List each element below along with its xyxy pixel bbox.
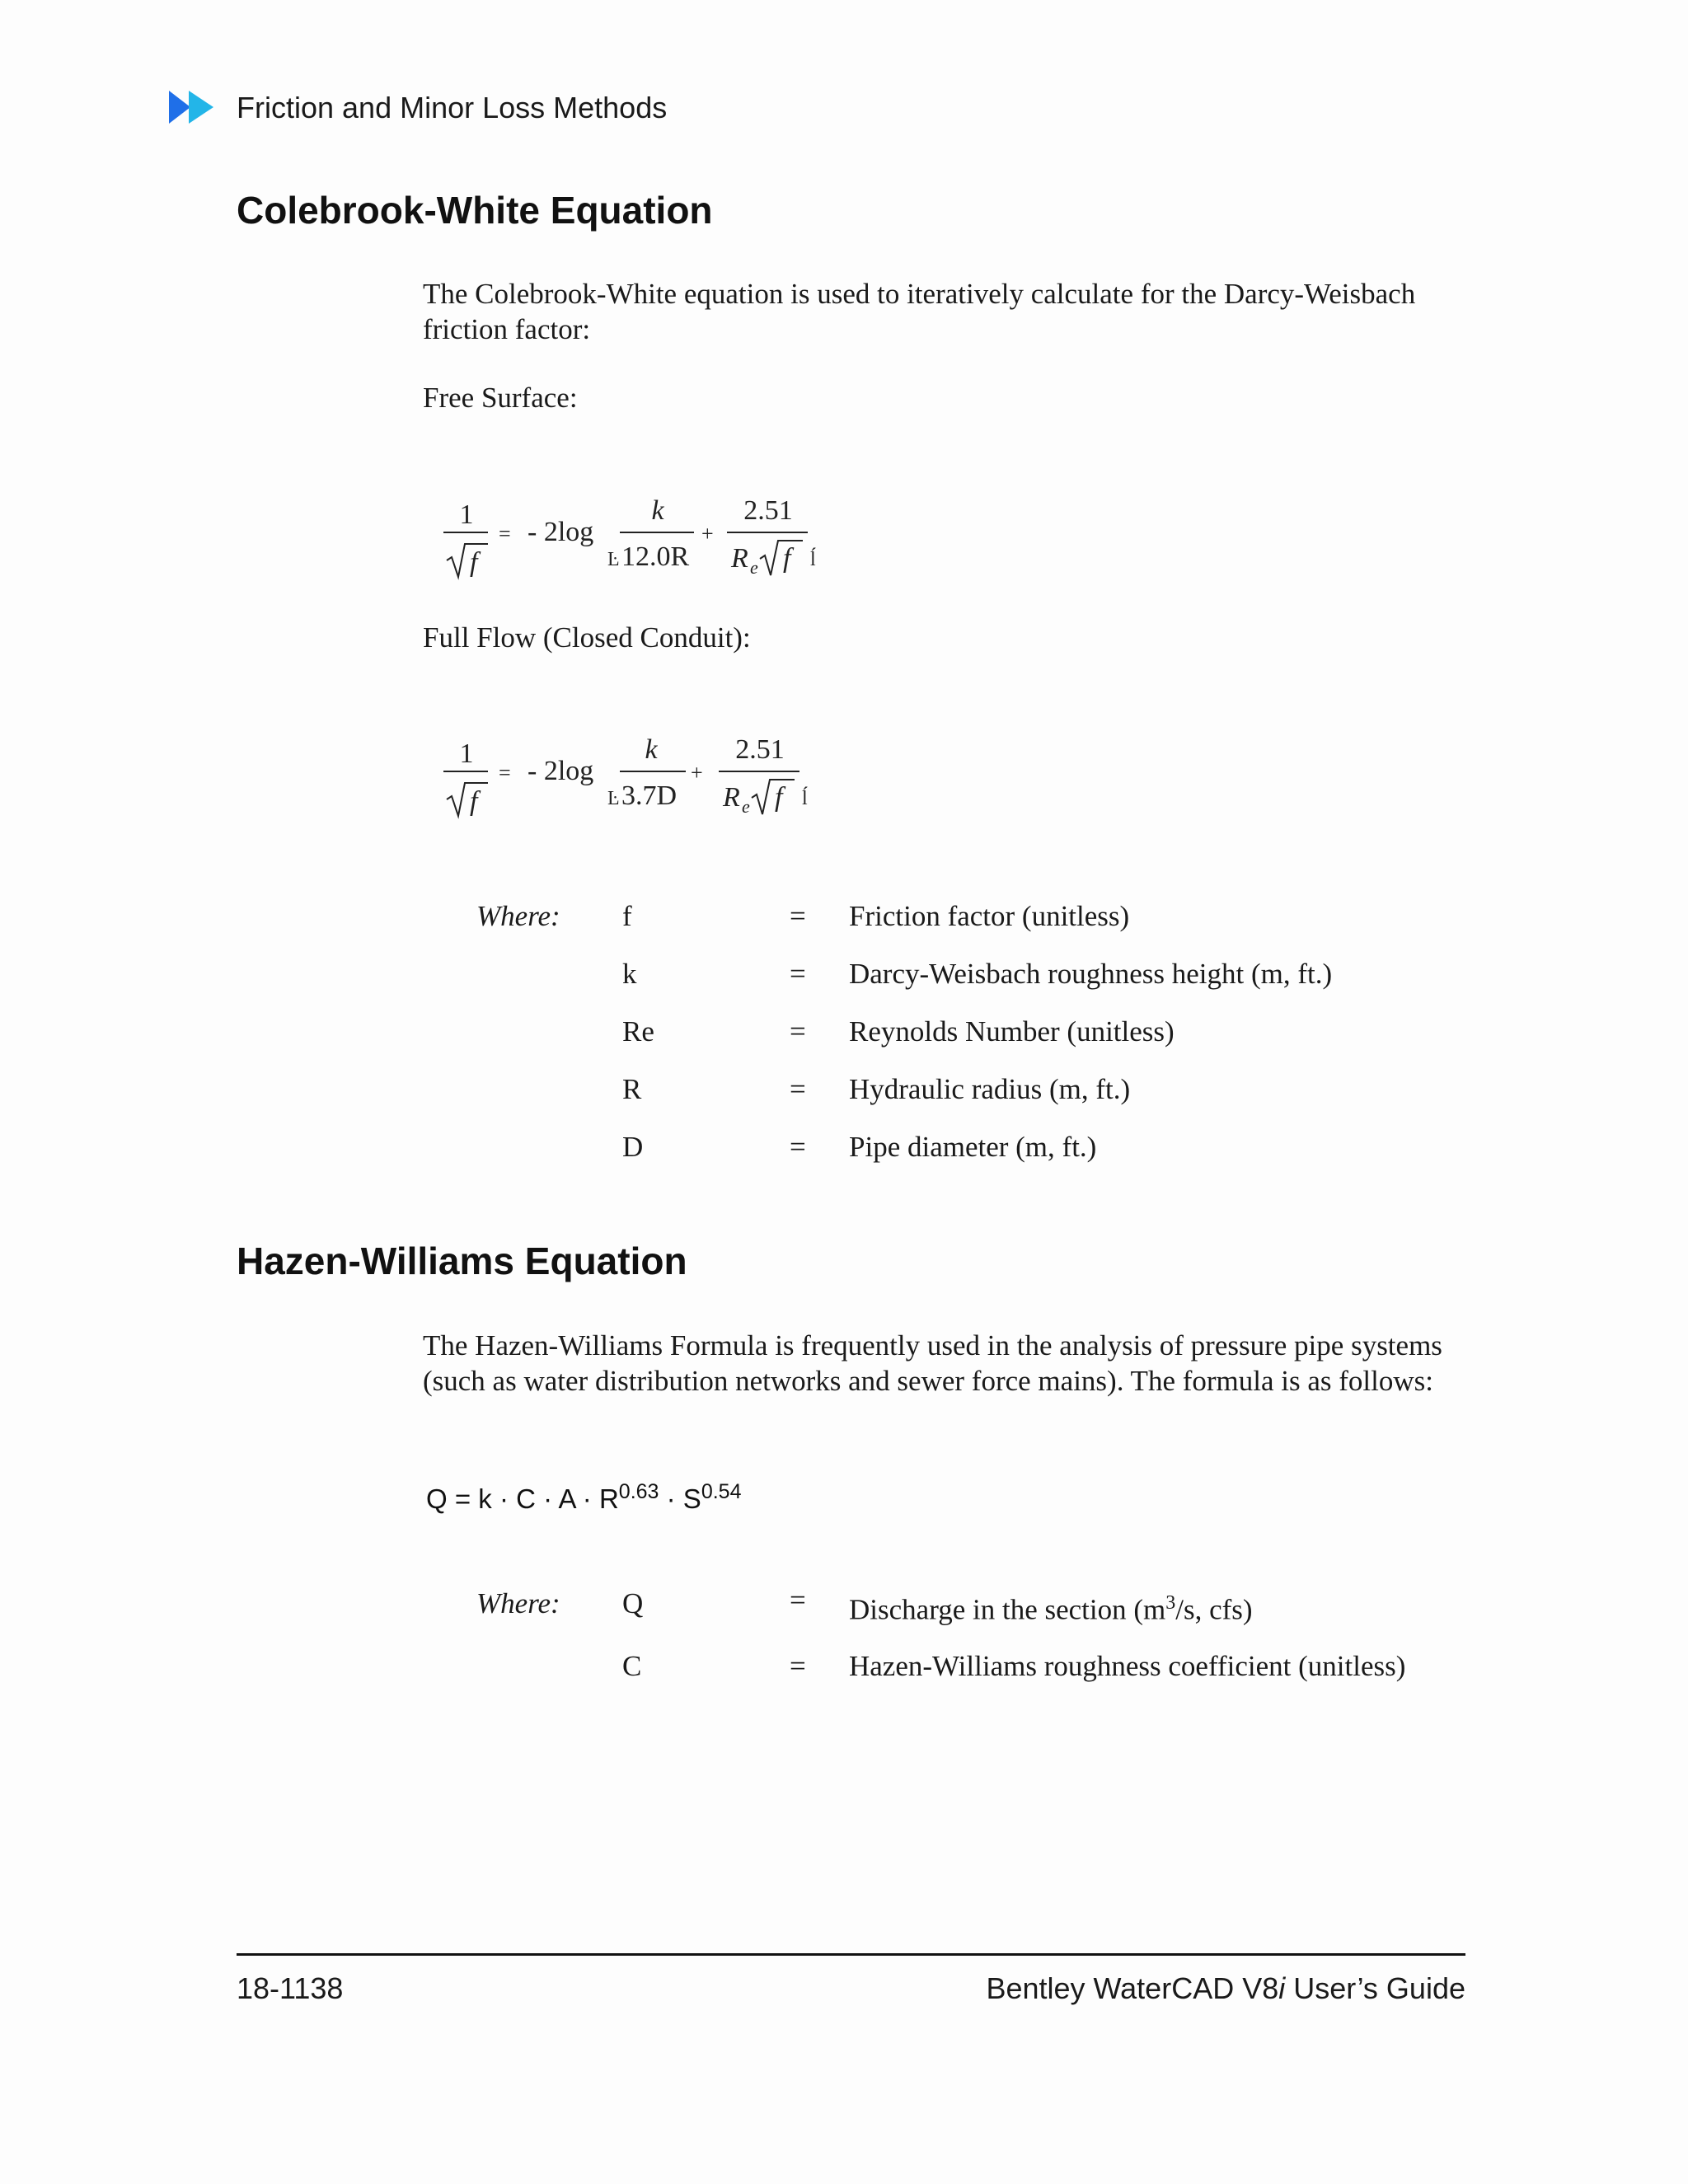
hazen-where-label: Where: xyxy=(476,1587,560,1619)
eq2-re: R xyxy=(723,782,740,813)
free-surface-label: Free Surface: xyxy=(423,382,578,414)
header-title: Friction and Minor Loss Methods xyxy=(237,91,668,124)
var-description: Pipe diameter (m, ft.) xyxy=(849,1131,1097,1163)
eq2-den1: 3.7D xyxy=(621,780,678,811)
var-symbol: k xyxy=(622,958,637,990)
colebrook-where-label: Where: xyxy=(476,900,560,932)
eq1-bracket-left: Ŀ xyxy=(607,549,620,570)
eq1-f: f xyxy=(783,543,791,574)
var-description: Reynolds Number (unitless) xyxy=(849,1015,1175,1047)
eq1-den1: 12.0R xyxy=(621,541,690,572)
var-description: Discharge in the section ($m^3/s$, cfs) xyxy=(849,1592,1253,1626)
var-equals: = xyxy=(790,900,806,932)
var-symbol: D xyxy=(622,1131,644,1163)
hazen-formula-exp2: 0.54 xyxy=(701,1480,742,1503)
eq2-bracket-left: Ŀ xyxy=(607,788,620,809)
eq1-re: R xyxy=(731,543,748,574)
hazen-formula-exp1: 0.63 xyxy=(618,1480,659,1503)
var-symbol: f xyxy=(622,900,632,932)
eq1-num2: 2.51 xyxy=(743,495,793,526)
eq1-equals: = xyxy=(499,522,511,546)
eq2-equals: = xyxy=(499,761,511,785)
var-symbol: R xyxy=(622,1073,642,1105)
section-title-hazen: Hazen-Williams Equation xyxy=(237,1240,687,1282)
var-equals: = xyxy=(790,958,806,990)
hazen-formula-main: Q = k · C · A · R xyxy=(426,1483,619,1514)
section-title-colebrook: Colebrook-White Equation xyxy=(237,189,713,232)
eq1-lhs-num: 1 xyxy=(459,499,474,530)
var-equals: = xyxy=(790,1073,806,1105)
var-description: Darcy-Weisbach roughness height (m, ft.) xyxy=(849,958,1333,990)
hazen-intro: The Hazen-Williams Formula is frequently used in the analysis of pressure pipe systems (such as water distribution networks and sewer force mains). The formula is as follows: xyxy=(423,1329,1442,1397)
var-equals: = xyxy=(790,1650,806,1682)
eq1-re-sub: e xyxy=(750,557,758,578)
eq2-k: k xyxy=(645,734,658,765)
footer-rule xyxy=(237,1953,1465,1956)
hazen-formula-mid: · S xyxy=(659,1483,701,1514)
var-symbol: Q xyxy=(622,1587,644,1619)
eq2-bracket-right: ĺ xyxy=(802,788,808,809)
eq2-f: f xyxy=(775,782,783,813)
guide-title: Bentley WaterCAD V8i User’s Guide xyxy=(986,1971,1465,2005)
colebrook-intro: The Colebrook-White equation is used to iteratively calculate for the Darcy-Weisbach friction factor: xyxy=(423,278,1416,345)
var-description: Hazen-Williams roughness coefficient (unitless) xyxy=(849,1650,1406,1682)
eq2-lhs-num: 1 xyxy=(459,738,474,769)
var-description: Hydraulic radius (m, ft.) xyxy=(849,1073,1131,1105)
eq2-lhs-den: f xyxy=(470,786,478,817)
free-surface-equation xyxy=(437,486,865,585)
var-symbol: C xyxy=(622,1650,642,1682)
full-flow-equation xyxy=(437,725,865,824)
var-symbol: Re xyxy=(622,1015,654,1047)
full-flow-label: Full Flow (Closed Conduit): xyxy=(423,621,751,654)
eq1-bracket-right: ĺ xyxy=(810,549,816,570)
var-description: Friction factor (unitless) xyxy=(849,900,1130,932)
hazen-formula xyxy=(426,1480,742,1515)
eq1-lhs-den: f xyxy=(470,547,478,578)
eq1-plus: + xyxy=(701,522,714,546)
var-equals: = xyxy=(790,1584,806,1616)
eq2-plus: + xyxy=(691,761,703,785)
eq2-num2: 2.51 xyxy=(735,734,785,765)
eq2-re-sub: e xyxy=(742,796,750,817)
eq2-coef: - 2log xyxy=(528,756,594,786)
var-equals: = xyxy=(790,1131,806,1163)
eq1-coef: - 2log xyxy=(528,517,594,547)
var-equals: = xyxy=(790,1015,806,1047)
eq1-k: k xyxy=(651,495,664,526)
double-arrow-icon xyxy=(169,89,222,125)
page-number: 18-1138 xyxy=(237,1971,344,2005)
